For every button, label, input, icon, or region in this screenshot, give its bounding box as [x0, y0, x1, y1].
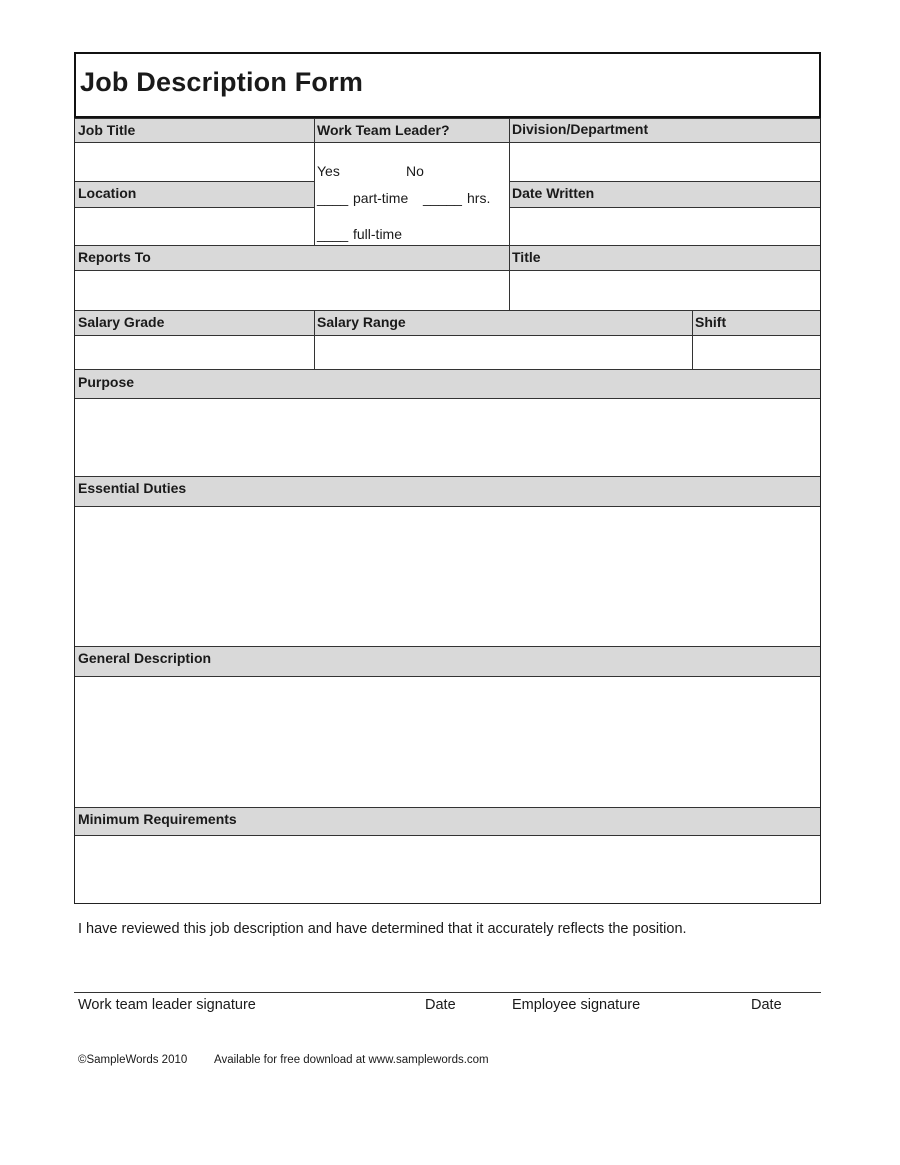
reports-to-field[interactable]	[76, 272, 509, 310]
purpose-header	[75, 369, 820, 399]
job-title-label: Job Title	[78, 122, 136, 138]
minimum-requirements-label: Minimum Requirements	[78, 811, 237, 827]
essential-duties-label: Essential Duties	[78, 480, 187, 496]
salary-grade-label: Salary Grade	[78, 314, 165, 330]
location-field[interactable]	[76, 209, 313, 245]
employee-date-label: Date	[751, 997, 782, 1013]
leader-signature-label: Work team leader signature	[78, 997, 256, 1013]
purpose-field[interactable]	[76, 400, 819, 476]
row-header-reports	[75, 245, 820, 271]
purpose-label: Purpose	[78, 374, 135, 390]
copyright-text: ©SampleWords 2010	[78, 1054, 188, 1066]
work-team-leader-label: Work Team Leader?	[317, 122, 450, 138]
general-description-label: General Description	[78, 650, 212, 666]
review-statement: I have reviewed this job description and have determined that it accurately reflects the position.	[78, 921, 687, 937]
division-department-label: Division/Department	[512, 121, 649, 137]
part-time-label: part-time	[353, 190, 409, 206]
title-label: Title	[512, 249, 541, 265]
essential-duties-field[interactable]	[76, 508, 819, 646]
shift-label: Shift	[695, 314, 727, 330]
employee-signature-label: Employee signature	[512, 997, 641, 1013]
full-time-blank[interactable]: ____	[317, 226, 349, 242]
yes-option[interactable]: Yes	[317, 163, 340, 179]
divider-col1	[314, 118, 315, 245]
division-department-field[interactable]	[511, 144, 819, 181]
download-note: Available for free download at www.samplewords.com	[214, 1054, 489, 1066]
full-time-label: full-time	[353, 226, 403, 242]
salary-range-field[interactable]	[315, 337, 691, 369]
signature-line[interactable]	[74, 992, 821, 993]
salary-range-label: Salary Range	[317, 314, 406, 330]
date-written-field[interactable]	[511, 209, 819, 245]
reports-to-label: Reports To	[78, 249, 151, 265]
date-written-label: Date Written	[512, 185, 595, 201]
divider-salary1	[314, 310, 315, 369]
hours-blank[interactable]: _____	[423, 190, 462, 206]
essential-duties-header	[75, 476, 820, 507]
no-option[interactable]: No	[406, 163, 424, 179]
general-description-field[interactable]	[76, 678, 819, 807]
location-label: Location	[78, 185, 137, 201]
leader-date-label: Date	[425, 997, 456, 1013]
minimum-requirements-field[interactable]	[76, 837, 819, 903]
title-field[interactable]	[511, 272, 819, 310]
job-title-field[interactable]	[76, 144, 313, 181]
part-time-blank[interactable]: ____	[317, 190, 349, 206]
divider-col2	[509, 118, 510, 310]
divider-salary2	[692, 310, 693, 369]
hours-label: hrs.	[467, 190, 491, 206]
salary-grade-field[interactable]	[76, 337, 313, 369]
form-title: Job Description Form	[80, 67, 364, 97]
shift-field[interactable]	[693, 337, 819, 369]
